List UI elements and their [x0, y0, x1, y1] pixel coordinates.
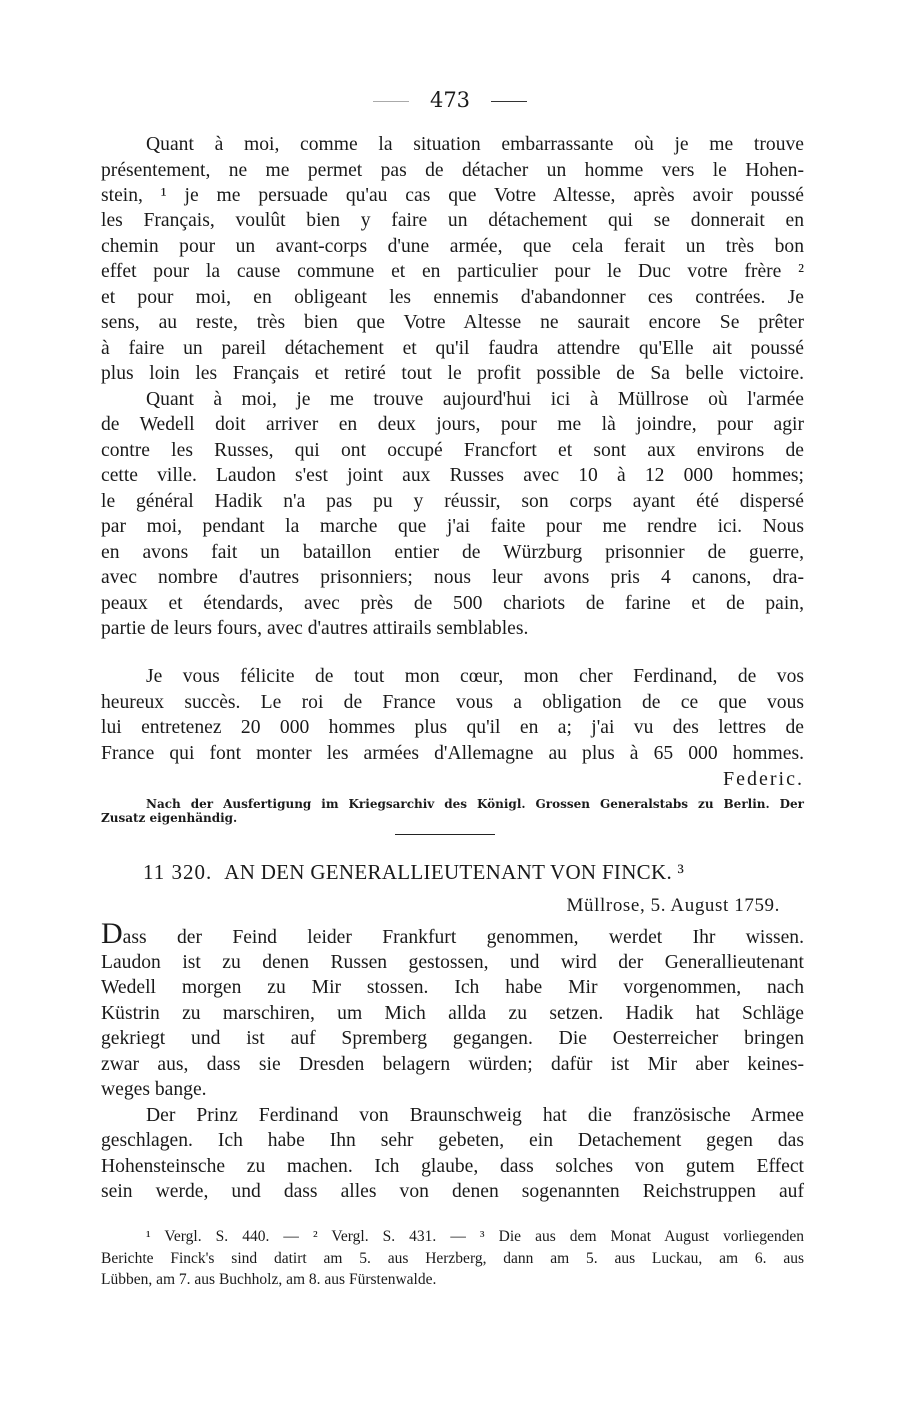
text-line: chemin pour un avant-corps d'une armée, que cela ferait un très bon	[101, 236, 804, 257]
text-line: weges bange.	[101, 1079, 207, 1100]
text-line: Quant à moi, je me trouve aujourd'hui ici à Müllrose où l'armée	[146, 389, 804, 410]
text-line: Der Prinz Ferdinand von Braunschweig hat die französische Armee	[146, 1105, 804, 1126]
section-separator	[395, 834, 495, 835]
text-line: sens, au reste, très bien que Votre Altesse ne saurait encore Se prêter	[101, 312, 804, 333]
footnote-line: Berichte Finck's sind datirt am 5. aus Herzberg, dann am 5. aus Luckau, am 6. aus	[101, 1250, 804, 1267]
text-line: lui entretenez 20 000 hommes plus qu'il en a; j'ai vu des lettres de	[101, 717, 804, 738]
letter-heading	[143, 860, 684, 885]
text-line: effet pour la cause commune et en particulier pour le Duc votre frère ²	[101, 261, 804, 282]
text-line: Quant à moi, comme la situation embarrassante où je me trouve	[146, 134, 804, 155]
header-rule-left	[373, 101, 409, 102]
text-line: zwar aus, dass sie Dresden belagern würden; dafür ist Mir aber keines-	[101, 1054, 804, 1075]
page-header	[0, 88, 900, 112]
footnote-line: ¹ Vergl. S. 440. — ² Vergl. S. 431. — ³ Die aus dem Monat August vorliegenden	[146, 1228, 804, 1245]
text-line: contre les Russes, qui ont occupé Francfort et sont aux environs de	[101, 440, 804, 461]
text-line: à faire un pareil détachement et qu'il faudra attendre qu'Elle ait poussé	[101, 338, 804, 359]
text-line	[101, 917, 804, 951]
text-line: avec nombre d'autres prisonniers; nous leur avons pris 4 canons, dra-	[101, 567, 804, 588]
text-line: en avons fait un bataillon entier de Würzburg prisonnier de guerre,	[101, 542, 804, 563]
text-line: Laudon ist zu denen Russen gestossen, und wird der Generallieutenant	[101, 952, 804, 973]
text-line-rest: ass der Feind leider Frankfurt genommen, werdet Ihr wissen.	[122, 927, 804, 948]
source-note-line: Nach der Ausfertigung im Kriegsarchiv des Königl. Grossen Generalstabs zu Berlin. Der	[146, 797, 804, 811]
text-line: stein, ¹ je me persuade qu'au cas que Votre Altesse, après avoir poussé	[101, 185, 804, 206]
text-line: le général Hadik n'a pas pu y réussir, son corps ayant été dispersé	[101, 491, 804, 512]
letter-title: AN DEN GENERALLIEUTENANT VON FINCK. ³	[224, 860, 685, 884]
text-line: par moi, pendant la marche que j'ai faite pour me rendre ici. Nous	[101, 516, 804, 537]
text-line: et pour moi, en obligeant les ennemis d'abandonner ces contrées. Je	[101, 287, 804, 308]
page-number: 473	[429, 88, 471, 112]
signature: Federic.	[723, 768, 804, 790]
text-line: Je vous félicite de tout mon cœur, mon cher Ferdinand, de vos	[146, 666, 804, 687]
drop-cap: D	[101, 917, 123, 950]
header-rule-right	[491, 101, 527, 102]
dateline: Müllrose, 5. August 1759.	[566, 895, 780, 916]
text-line: sein werde, und dass alles von denen sogenannten Reichstruppen auf	[101, 1181, 804, 1202]
text-line: Küstrin zu marschiren, um Mich allda zu setzen. Hadik hat Schläge	[101, 1003, 804, 1024]
text-line: partie de leurs fours, avec d'autres attirails semblables.	[101, 618, 529, 639]
text-line: cette ville. Laudon s'est joint aux Russes avec 10 à 12 000 hommes;	[101, 465, 804, 486]
text-line: présentement, ne me permet pas de détacher un homme vers le Hohen-	[101, 160, 804, 181]
text-line: geschlagen. Ich habe Ihn sehr gebeten, ein Detachement gegen das	[101, 1130, 804, 1151]
text-line: gekriegt und ist auf Spremberg gegangen. Die Oesterreicher bringen	[101, 1028, 804, 1049]
text-line: Hohensteinsche zu machen. Ich glaube, dass solches von gutem Effect	[101, 1156, 804, 1177]
letter-number: 11 320.	[143, 860, 213, 884]
text-line: Wedell morgen zu Mir stossen. Ich habe Mir vorgenommen, nach	[101, 977, 804, 998]
text-line: les Français, voulût bien y faire un détachement qui se donnerait en	[101, 210, 804, 231]
text-line: de Wedell doit arriver en deux jours, pour me là joindre, pour agir	[101, 414, 804, 435]
footnote-line: Lübben, am 7. aus Buchholz, am 8. aus Fürstenwalde.	[101, 1271, 437, 1288]
text-line: plus loin les Français et retiré tout le profit possible de Sa belle victoire.	[101, 363, 804, 384]
source-note-line: Zusatz eigenhändig.	[101, 811, 238, 825]
text-line: heureux succès. Le roi de France vous a obligation de ce que vous	[101, 692, 804, 713]
text-line: peaux et étendards, avec près de 500 chariots de farine et de pain,	[101, 593, 804, 614]
text-line: France qui font monter les armées d'Allemagne au plus à 65 000 hommes.	[101, 743, 804, 764]
